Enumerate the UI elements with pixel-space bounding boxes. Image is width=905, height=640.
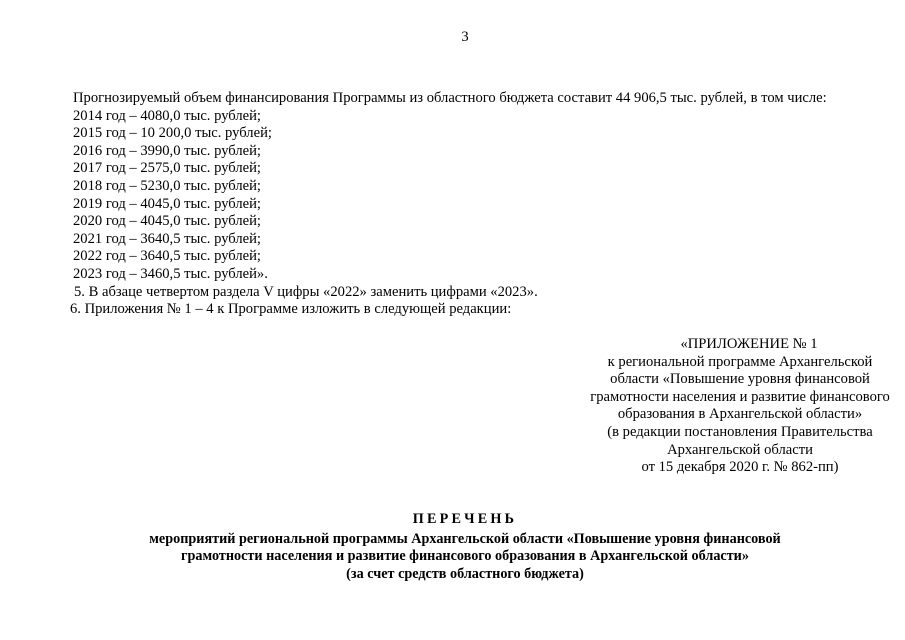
appendix-line: области «Повышение уровня финансовой: [610, 371, 870, 388]
perechen-subtitle-line: мероприятий региональной программы Архангельской области «Повышение уровня финансовой: [149, 530, 781, 547]
appendix-line: Архангельской области: [667, 441, 813, 458]
funding-year-2014: 2014 год – 4080,0 тыс. рублей;: [73, 107, 261, 124]
appendix-header: [560, 336, 905, 477]
item-5: 5. В абзаце четвертом раздела V цифры «2022» заменить цифрами «2023».: [74, 283, 538, 300]
perechen-subtitle-line: грамотности населения и развитие финансового образования в Архангельской области»: [181, 548, 749, 565]
funding-year-2021: 2021 год – 3640,5 тыс. рублей;: [73, 230, 261, 247]
appendix-line: от 15 декабря 2020 г. № 862-пп): [641, 459, 839, 476]
funding-year-2016: 2016 год – 3990,0 тыс. рублей;: [73, 142, 261, 159]
appendix-line: грамотности населения и развитие финансового: [590, 388, 890, 405]
funding-year-2018: 2018 год – 5230,0 тыс. рублей;: [73, 177, 261, 194]
funding-year-2019: 2019 год – 4045,0 тыс. рублей;: [73, 195, 261, 212]
funding-year-2020: 2020 год – 4045,0 тыс. рублей;: [73, 213, 261, 230]
perechen-subtitle-line: (за счет средств областного бюджета): [346, 565, 584, 582]
funding-year-2017: 2017 год – 2575,0 тыс. рублей;: [73, 160, 261, 177]
appendix-line: образования в Архангельской области»: [617, 406, 863, 423]
funding-year-2023: 2023 год – 3460,5 тыс. рублей».: [73, 265, 268, 282]
page-number: 3: [461, 29, 469, 45]
funding-year-2022: 2022 год – 3640,5 тыс. рублей;: [73, 248, 261, 265]
perechen-title: ПЕРЕЧЕНЬ: [412, 511, 518, 527]
funding-section: [70, 90, 893, 319]
appendix-line: (в редакции постановления Правительства: [607, 423, 873, 440]
funding-intro: Прогнозируемый объем финансирования Программы из областного бюджета составит 44 906,5 тыс. рублей, в том числе:: [73, 90, 827, 106]
item-6: 6. Приложения № 1 – 4 к Программе изложить в следующей редакции:: [70, 301, 512, 318]
perechen-heading: [0, 511, 905, 583]
appendix-title: «ПРИЛОЖЕНИЕ № 1: [680, 336, 818, 352]
appendix-line: к региональной программе Архангельской: [607, 353, 873, 370]
funding-year-2015: 2015 год – 10 200,0 тыс. рублей;: [73, 125, 272, 142]
